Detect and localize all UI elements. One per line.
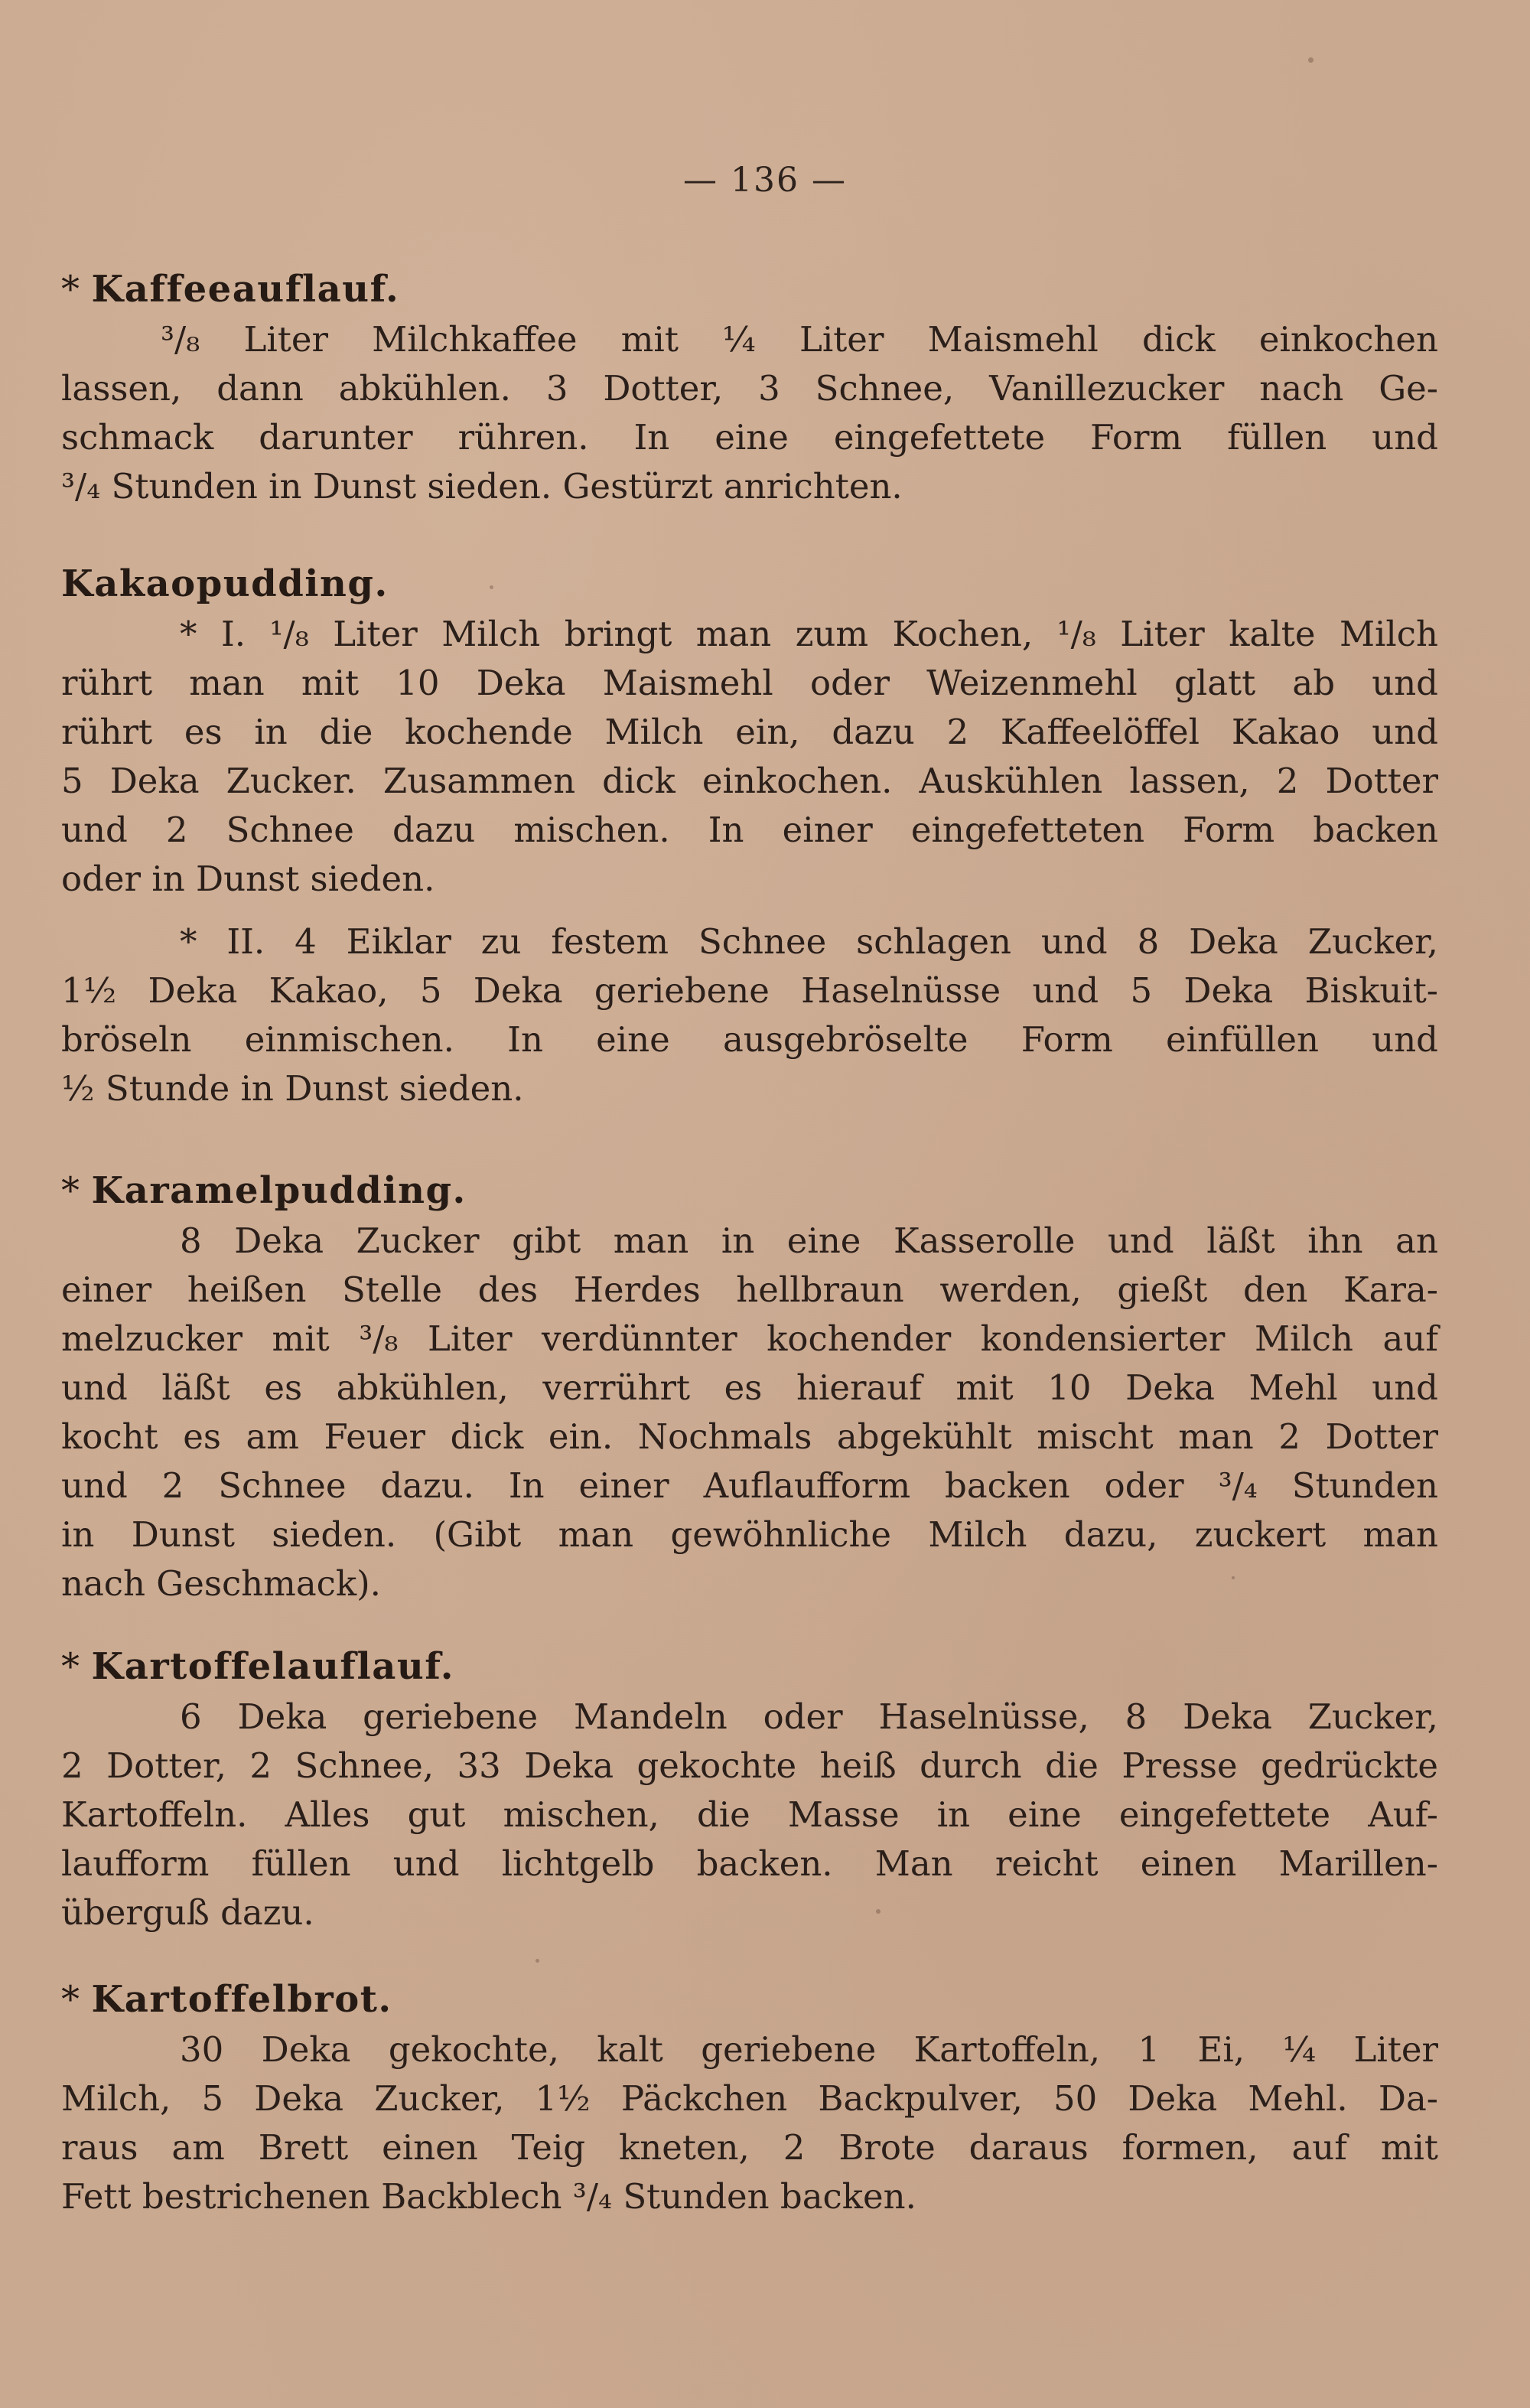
text-line: kocht es am Feuer dick ein. Nochmals abgekühlt mischt man 2 Dotter [61,1416,1438,1457]
recipe-title: Kartoffelbrot. [91,1978,392,2021]
text-line: 1½ Deka Kakao, 5 Deka geriebene Haselnüsse und 5 Deka Biskuit- [61,970,1438,1011]
recipe-heading [61,1169,1438,1218]
text-line: schmack darunter rühren. In eine eingefettete Form füllen und [61,417,1438,458]
text-line: rührt man mit 10 Deka Maismehl oder Weizenmehl glatt ab und [61,663,1438,703]
paper-speck [536,1959,539,1963]
recipe-heading [61,1978,1438,2027]
text-line: nach Geschmack). [61,1563,381,1604]
recipe-title: Kaffeeauflauf. [91,268,400,311]
text-line: * II. 4 Eiklar zu festem Schnee schlagen und 8 Deka Zucker, [180,921,1438,962]
asterisk-mark: * [61,1645,81,1688]
paper-speck [490,585,493,589]
text-line: und läßt es abkühlen, verrührt es hierauf mit 10 Deka Mehl und [61,1367,1438,1408]
paper-speck [1232,1576,1235,1579]
text-line: ³/₄ Stunden in Dunst sieden. Gestürzt anrichten. [61,466,903,507]
text-line: Kartoffeln. Alles gut mischen, die Masse in eine eingefettete Auf- [61,1794,1438,1835]
text-line: in Dunst sieden. (Gibt man gewöhnliche Milch dazu, zuckert man [61,1514,1438,1555]
recipe-kartoffelauflauf [61,1645,1438,1939]
recipe-title: Kartoffelauflauf. [91,1645,454,1688]
text-line: laufform füllen und lichtgelb backen. Man reicht einen Marillen- [61,1843,1438,1884]
text-line: Fett bestrichenen Backblech ³/₄ Stunden backen. [61,2176,916,2217]
text-line: ³/₈ Liter Milchkaffee mit ¼ Liter Maismehl dick einkochen [161,319,1438,360]
text-line: raus am Brett einen Teig kneten, 2 Brote daraus formen, auf mit [61,2127,1438,2168]
asterisk-mark: * [61,1169,81,1212]
paper-speck [1308,57,1314,63]
text-line: 2 Dotter, 2 Schnee, 33 Deka gekochte heiß durch die Presse gedrückte [61,1745,1438,1786]
text-line: ½ Stunde in Dunst sieden. [61,1068,524,1109]
text-line: 5 Deka Zucker. Zusammen dick einkochen. Auskühlen lassen, 2 Dotter [61,761,1438,801]
recipe-kartoffelbrot [61,1978,1438,2223]
text-line: 6 Deka geriebene Mandeln oder Haselnüsse, 8 Deka Zucker, [180,1696,1438,1737]
recipe-karamelpudding [61,1169,1438,1610]
text-line: und 2 Schnee dazu. In einer Auflaufform backen oder ³/₄ Stunden [61,1465,1438,1506]
recipe-heading [61,268,1438,317]
recipe-heading [61,1645,1438,1694]
paper-speck [876,1909,881,1914]
paper-speck [1316,1810,1319,1813]
recipe-kaffeeauflauf [61,268,1438,513]
text-line: melzucker mit ³/₈ Liter verdünnter kochender kondensierter Milch auf [61,1318,1438,1359]
text-line: 8 Deka Zucker gibt man in eine Kasserolle und läßt ihn an [180,1220,1438,1261]
page-number: — 136 — [683,161,847,200]
text-line: 30 Deka gekochte, kalt geriebene Kartoffeln, 1 Ei, ¼ Liter [180,2029,1438,2070]
text-line: überguß dazu. [61,1892,314,1933]
text-line: und 2 Schnee dazu mischen. In einer eingefetteten Form backen [61,810,1438,850]
text-line: Milch, 5 Deka Zucker, 1½ Päckchen Backpulver, 50 Deka Mehl. Da- [61,2078,1438,2119]
recipe-title: Kakaopudding. [61,562,389,605]
text-line: bröseln einmischen. In eine ausgebröselte Form einfüllen und [61,1019,1438,1060]
asterisk-mark: * [61,268,81,311]
text-line: lassen, dann abkühlen. 3 Dotter, 3 Schnee, Vanillezucker nach Ge- [61,368,1438,409]
text-line: oder in Dunst sieden. [61,859,435,899]
text-line: einer heißen Stelle des Herdes hellbraun werden, gießt den Kara- [61,1269,1438,1310]
recipe-heading [61,562,1438,611]
text-line: rührt es in die kochende Milch ein, dazu 2 Kaffeelöffel Kakao und [61,712,1438,752]
text-line: * I. ¹/₈ Liter Milch bringt man zum Kochen, ¹/₈ Liter kalte Milch [180,614,1438,654]
recipe-kakaopudding [61,562,1438,1115]
asterisk-mark: * [61,1978,81,2021]
recipe-title: Karamelpudding. [91,1169,467,1212]
